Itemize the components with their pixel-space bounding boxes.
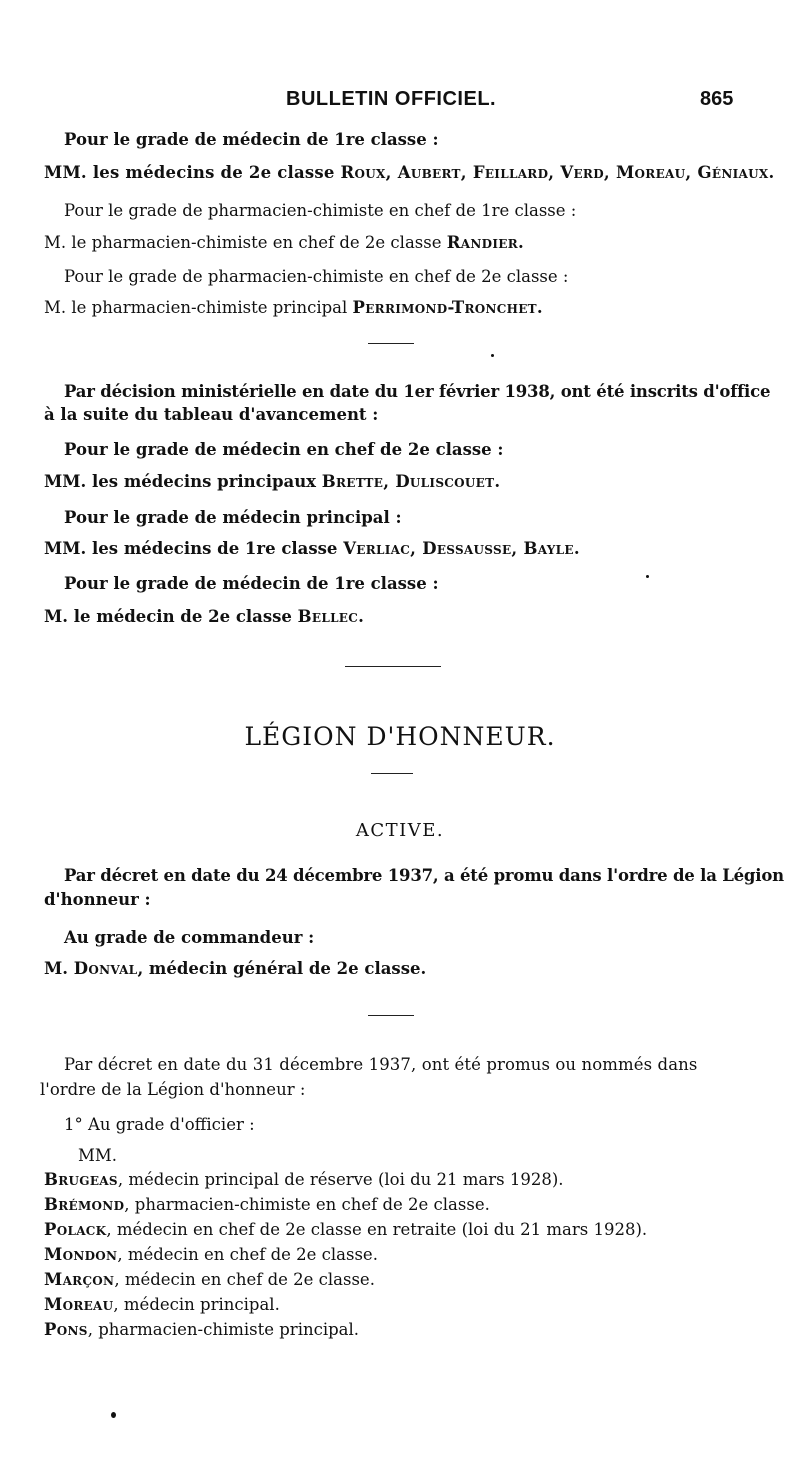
- print-speck: [491, 354, 494, 357]
- divider: [345, 666, 441, 667]
- entry-text: , pharmacien-chimiste en chef de 2e classe.: [124, 1195, 490, 1214]
- paragraph-line: l'ordre de la Légion d'honneur :: [40, 1080, 306, 1099]
- paragraph-line: Au grade de commandeur :: [64, 928, 315, 947]
- entry-text: , médecin principal de réserve (loi du 21 mars 1928).: [117, 1170, 564, 1189]
- names-list: Brette, Duliscouet.: [321, 472, 501, 491]
- line-text: MM. les médecins principaux: [44, 472, 322, 491]
- person-name: Polack: [44, 1220, 107, 1239]
- names-list: Perrimond-Tronchet.: [352, 298, 543, 317]
- paragraph-line: Par décision ministérielle en date du 1er février 1938, ont été inscrits d'office: [64, 382, 771, 401]
- paragraph-line: Par décret en date du 31 décembre 1937, ont été promus ou nommés dans: [64, 1055, 698, 1074]
- paragraph-line: Pour le grade de médecin de 1re classe :: [64, 574, 439, 593]
- list-item: [44, 1245, 378, 1265]
- section-title: LÉGION D'HONNEUR.: [244, 722, 556, 751]
- paragraph-line: [44, 472, 500, 492]
- page-number: 865: [700, 88, 734, 110]
- list-item: [44, 1320, 359, 1340]
- entry-text: , médecin principal.: [113, 1295, 280, 1314]
- person-name: Moreau: [44, 1295, 114, 1314]
- person-name: Brémond: [44, 1195, 125, 1214]
- list-item: [44, 1270, 375, 1290]
- print-speck: [111, 1412, 116, 1418]
- entry-text: , médecin en chef de 2e classe en retraite (loi du 21 mars 1928).: [106, 1220, 648, 1239]
- person-name: Mondon: [44, 1245, 118, 1264]
- person-name: Pons: [44, 1320, 88, 1339]
- paragraph-line: [44, 539, 580, 559]
- line-text: MM. les médecins de 2e classe: [44, 163, 341, 182]
- header-title: BULLETIN OFFICIEL.: [286, 88, 497, 110]
- divider: [368, 343, 414, 344]
- paragraph-line: à la suite du tableau d'avancement :: [44, 405, 379, 424]
- entry-text: , pharmacien-chimiste principal.: [87, 1320, 360, 1339]
- line-text: M. le pharmacien-chimiste en chef de 2e classe: [44, 233, 447, 252]
- list-item: [44, 1220, 647, 1240]
- paragraph-line: [44, 233, 524, 253]
- paragraph-line: d'honneur :: [44, 890, 151, 909]
- entry-text: , médecin en chef de 2e classe.: [114, 1270, 375, 1289]
- paragraph-line: 1° Au grade d'officier :: [64, 1115, 255, 1134]
- paragraph-line: Par décret en date du 24 décembre 1937, a été promu dans l'ordre de la Légion: [64, 866, 784, 885]
- paragraph-line: Pour le grade de médecin principal :: [64, 508, 402, 527]
- list-item: [44, 1195, 490, 1215]
- paragraph-line: Pour le grade de médecin de 1re classe :: [64, 130, 439, 149]
- names-list: Verliac, Dessausse, Bayle.: [343, 539, 580, 558]
- line-text: , médecin général de 2e classe.: [137, 959, 427, 978]
- paragraph-line: [44, 607, 364, 627]
- line-text: M. le pharmacien-chimiste principal: [44, 298, 353, 317]
- divider: [371, 773, 413, 774]
- person-name: Marçon: [44, 1270, 115, 1289]
- list-item: [44, 1295, 280, 1315]
- line-text: M. le médecin de 2e classe: [44, 607, 298, 626]
- entry-text: , médecin en chef de 2e classe.: [117, 1245, 378, 1264]
- paragraph-line: Pour le grade de pharmacien-chimiste en chef de 2e classe :: [64, 267, 569, 286]
- person-name: Donval: [73, 959, 138, 978]
- running-header: [0, 88, 800, 118]
- paragraph-line: Pour le grade de médecin en chef de 2e classe :: [64, 440, 504, 459]
- list-item: [44, 1170, 564, 1190]
- subsection-title: ACTIVE.: [355, 820, 445, 841]
- person-name: Brugeas: [44, 1170, 118, 1189]
- line-text: M.: [44, 959, 74, 978]
- paragraph-line: MM.: [78, 1146, 118, 1165]
- divider: [368, 1015, 414, 1016]
- paragraph-line: [44, 298, 543, 318]
- names-list: Randier.: [446, 233, 525, 252]
- print-speck: [646, 575, 649, 578]
- paragraph-line: [44, 959, 426, 979]
- paragraph-line: Pour le grade de pharmacien-chimiste en chef de 1re classe :: [64, 201, 577, 220]
- names-list: Bellec.: [297, 607, 365, 626]
- names-list: Roux, Aubert, Feillard, Verd, Moreau, Géniaux.: [340, 163, 775, 182]
- paragraph-line: [44, 163, 775, 183]
- line-text: MM. les médecins de 1re classe: [44, 539, 344, 558]
